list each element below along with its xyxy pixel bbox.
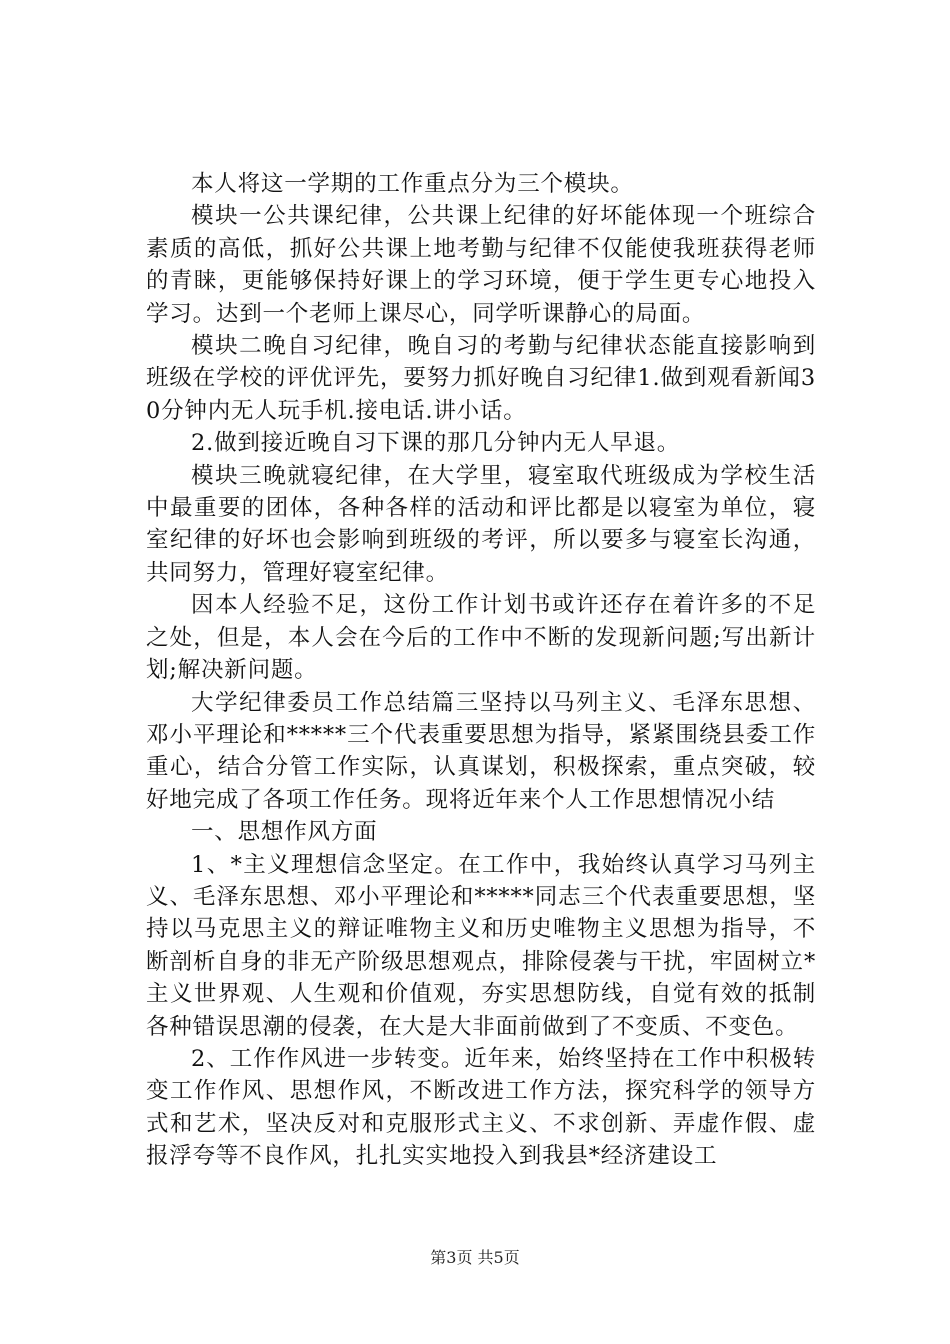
paragraph-intro: 本人将这一学期的工作重点分为三个模块。 xyxy=(191,171,634,197)
paragraph-closing: 因本人经验不足，这份工作计划书或许还存在着许多的不足之处，但是，本人会在今后的工作中不断的发现新问题;写出新计划;解决新问题。 xyxy=(146,592,816,684)
paragraph-point-2: 2、工作作风进一步转变。近年来，始终坚持在工作中积极转变工作作风、思想作风，不断改进工作方法，探究科学的领导方式和艺术，坚决反对和克服形式主义、不求创新、弄虚作假、虚报浮夸等不良作风，扎扎实实地投入到我县*经济建设工 xyxy=(146,1045,816,1170)
paragraph-module-one: 模块一公共课纪律，公共课上纪律的好坏能体现一个班综合素质的高低，抓好公共课上地考勤与纪律不仅能使我班获得老师的青睐，更能够保持好课上的学习环境，便于学生更专心地投入学习。达到一个老师上课尽心，同学听课静心的局面。 xyxy=(146,203,816,327)
paragraph-module-three: 模块三晚就寝纪律，在大学里，寝室取代班级成为学校生活中最重要的团体，各种各样的活动和评比都是以寝室为单位，寝室纪律的好坏也会影响到班级的考评，所以要多与寝室长沟通，共同努力，管理好寝室纪律。 xyxy=(146,462,816,586)
paragraph-module-two: 模块二晚自习纪律，晚自习的考勤与纪律状态能直接影响到班级在学校的评优评先，要努力抓好晚自习纪律1.做到观看新闻30分钟内无人玩手机.接电话.讲小话。 xyxy=(146,333,816,424)
paragraph-point-1: 1、*主义理想信念坚定。在工作中，我始终认真学习马列主义、毛泽东思想、邓小平理论和*****同志三个代表重要思想，坚持以马克思主义的辩证唯物主义和历史唯物主义思想为指导，不断剖析自身的非无产阶级思想观点，排除侵袭与干扰，牢固树立*主义世界观、人生观和价值观，夯实思想防线，自觉有效的抵制各种错误思潮的侵袭，在大是大非面前做到了不变质、不变色。 xyxy=(146,851,816,1040)
page-number-footer: 第3页 共5页 xyxy=(430,1248,520,1267)
paragraph-module-two-item-2: 2.做到接近晚自习下课的那几分钟内无人早退。 xyxy=(191,430,681,457)
document-body xyxy=(146,168,816,1173)
section-heading: 一、思想作风方面 xyxy=(191,819,378,846)
paragraph-summary-intro: 大学纪律委员工作总结篇三坚持以马列主义、毛泽东思想、邓小平理论和*****三个代表重要思想为指导，紧紧围绕县委工作重心，结合分管工作实际，认真谋划，积极探索，重点突破，较好地完成了各项工作任务。现将近年来个人工作思想情况小结 xyxy=(146,689,816,813)
